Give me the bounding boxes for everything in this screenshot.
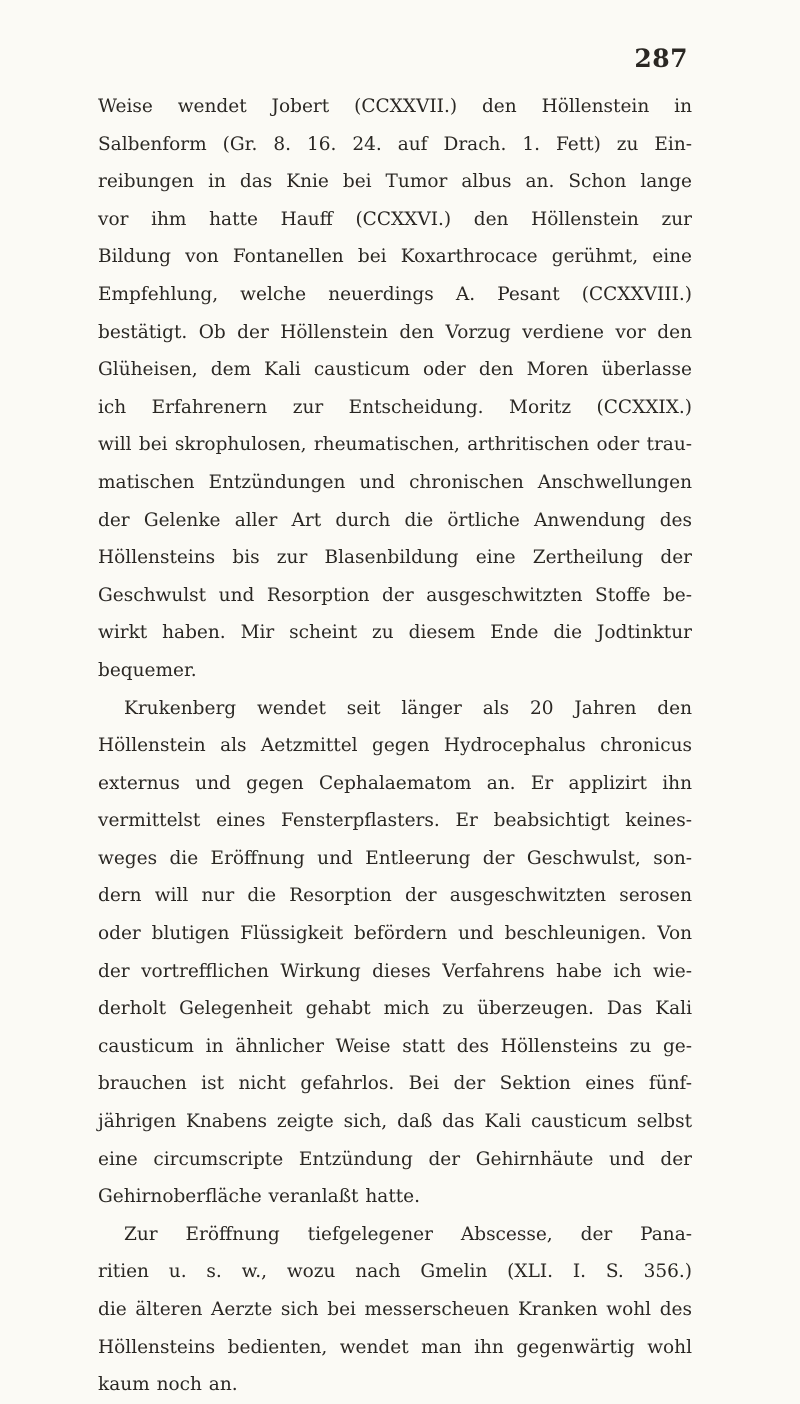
text-line: causticum in ähnlicher Weise statt des Höllensteins zu ge- — [98, 1035, 692, 1057]
text-line: brauchen ist nicht gefahrlos. Bei der Sektion eines fünf- — [98, 1073, 692, 1095]
text-line: vermittelst eines Fensterpflasters. Er beabsichtigt keines- — [98, 810, 692, 832]
text-line: Glüheisen, dem Kali causticum oder den Moren überlasse — [98, 359, 692, 381]
text-line: vor ihm hatte Hauff (CCXXVI.) den Höllenstein zur — [98, 208, 692, 230]
text-line: der Gelenke aller Art durch die örtliche Anwendung des — [98, 509, 692, 531]
text-line: ich Erfahrenern zur Entscheidung. Moritz (CCXXIX.) — [98, 396, 692, 418]
text-line: reibungen in das Knie bei Tumor albus an. Schon lange — [98, 171, 692, 193]
paragraph-3 — [98, 1216, 692, 1404]
text-line: bequemer. — [98, 659, 197, 681]
text-line: der vortrefflichen Wirkung dieses Verfahrens habe ich wie- — [98, 960, 692, 982]
text-line: Weise wendet Jobert (CCXXVII.) den Höllenstein in — [98, 96, 692, 117]
text-line: bestätigt. Ob der Höllenstein den Vorzug verdiene vor den — [98, 321, 692, 343]
text-line: Höllenstein als Aetzmittel gegen Hydrocephalus chronicus — [98, 735, 692, 757]
text-line: Salbenform (Gr. 8. 16. 24. auf Drach. 1. Fett) zu Ein- — [98, 133, 692, 155]
paragraph-2 — [98, 690, 692, 1216]
text-line: dern will nur die Resorption der ausgeschwitzten serosen — [98, 885, 692, 907]
text-line: weges die Eröffnung und Entleerung der Geschwulst, son- — [98, 847, 692, 869]
text-line: externus und gegen Cephalaematom an. Er applizirt ihn — [98, 772, 692, 794]
text-line: ritien u. s. w., wozu nach Gmelin (XLI. I. S. 356.) — [98, 1261, 692, 1283]
text-line: Empfehlung, welche neuerdings A. Pesant (CCXXVIII.) — [98, 283, 692, 305]
text-line: die älteren Aerzte sich bei messerscheuen Kranken wohl des — [98, 1299, 692, 1320]
page-number: 287 — [634, 44, 688, 73]
text-line: Krukenberg wendet seit länger als 20 Jahren den — [124, 697, 692, 719]
text-line: Zur Eröffnung tiefgelegener Abscesse, der Pana- — [124, 1223, 692, 1245]
text-line: Gehirnoberfläche veranlaßt hatte. — [98, 1186, 421, 1208]
text-line: Höllensteins bis zur Blasenbildung eine Zertheilung der — [98, 547, 692, 569]
text-line: kaum noch an. — [98, 1374, 238, 1396]
body-text — [98, 88, 692, 1404]
text-line: Bildung von Fontanellen bei Koxarthrocace gerühmt, eine — [98, 246, 692, 268]
text-line: derholt Gelegenheit gehabt mich zu überzeugen. Das Kali — [98, 998, 692, 1020]
text-line: Geschwulst und Resorption der ausgeschwitzten Stoffe be- — [98, 584, 692, 606]
text-line: wirkt haben. Mir scheint zu diesem Ende die Jodtinktur — [98, 622, 692, 644]
text-line: Höllensteins bedienten, wendet man ihn gegenwärtig wohl — [98, 1336, 692, 1358]
paragraph-1 — [98, 88, 692, 690]
text-line: eine circumscripte Entzündung der Gehirnhäute und der — [98, 1148, 692, 1170]
text-line: will bei skrophulosen, rheumatischen, arthritischen oder trau- — [98, 434, 692, 456]
text-line: oder blutigen Flüssigkeit befördern und beschleunigen. Von — [98, 923, 692, 945]
text-line: matischen Entzündungen und chronischen Anschwellungen — [98, 471, 692, 493]
text-line: jährigen Knabens zeigte sich, daß das Kali causticum selbst — [98, 1111, 692, 1133]
